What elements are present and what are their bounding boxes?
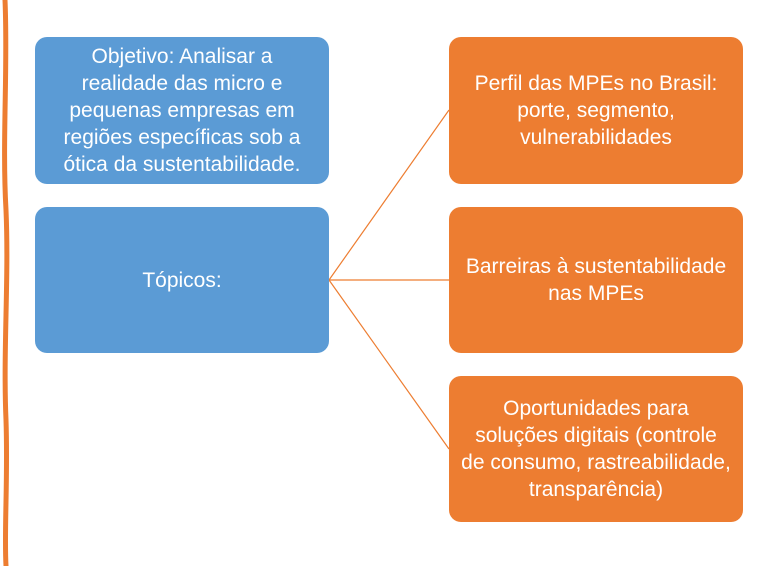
objective-box (35, 37, 329, 184)
objective-text: Objetivo: Analisar a realidade das micro e pequenas empresas em regiões específicas sob a ótica da sustentabilidade. (63, 45, 301, 176)
barriers-box (449, 207, 743, 353)
connector-line-opportunities (329, 280, 449, 449)
opportunities-box (449, 376, 743, 522)
barriers-text: Barreiras à sustentabilidade nas MPEs (465, 255, 727, 305)
profile-text: Perfil das MPEs no Brasil: porte, segmento, vulnerabilidades (474, 72, 718, 149)
topics-text: Tópicos: (142, 268, 222, 292)
opportunities-text: Oportunidades para soluções digitais (controle de consumo, rastreabilidade, transparência) (461, 397, 731, 501)
profile-box (449, 37, 743, 184)
connector-line-profile (329, 110, 449, 280)
topics-box (35, 207, 329, 353)
